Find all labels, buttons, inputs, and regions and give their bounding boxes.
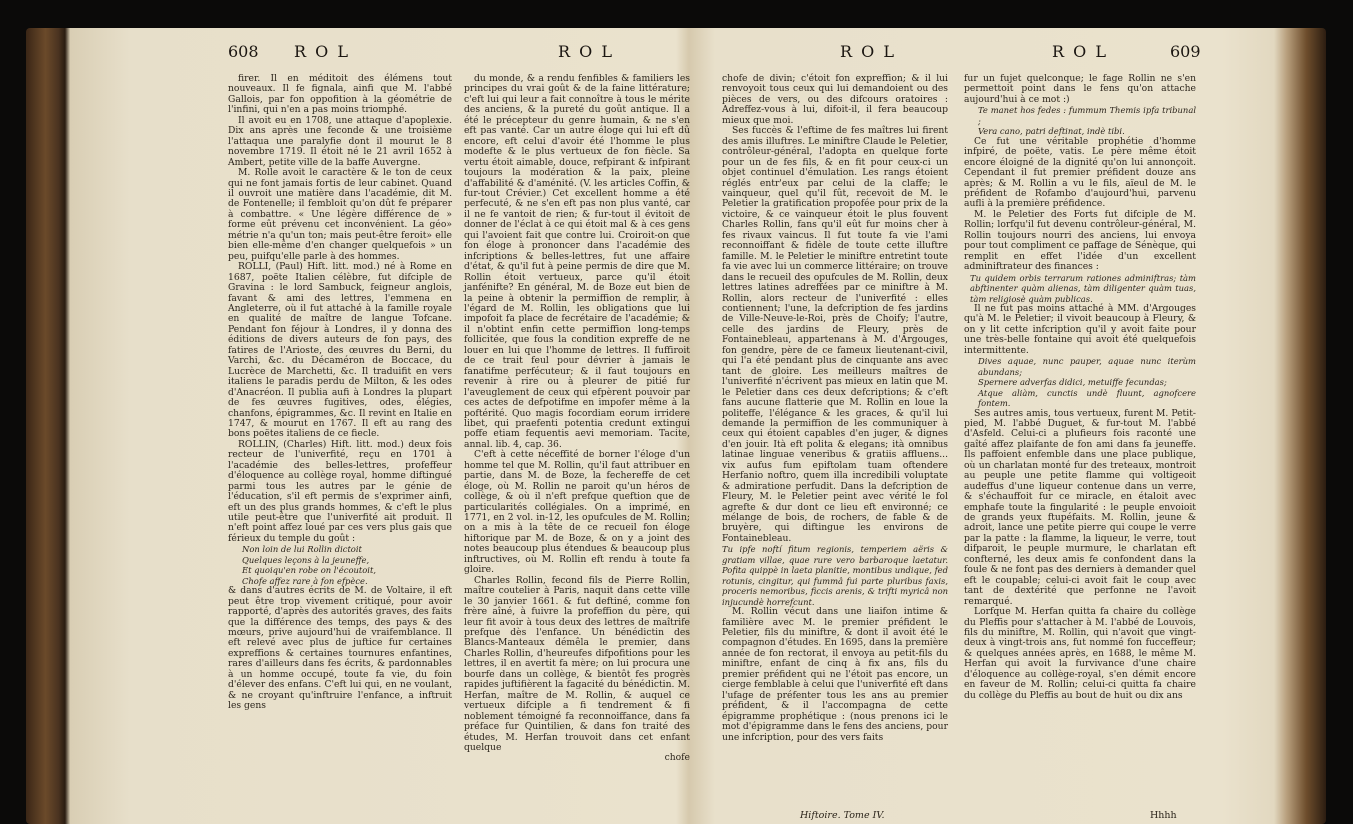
paragraph: & dans d'autres écrits de M. de Voltaire, il eft peut être trop vivement critiqué, pour avoir rapporté, d'après des autorités graves, des faits que la différence des temps, des pays & des mœurs, prive aujourd'hui de vraifemblance. Il eft relevé avec plus de juftice fur certaines expreffions & certaines tournures enfantines, rares d'ailleurs dans fes écrits, & pardonnables à un homme occupé, toute fa vie, du foin d'élever des enfans. C'eft lui qui, en ne voulant, & ne croyant qu'inftruire l'enfance, a inftruit les gens [228, 585, 452, 712]
verse-line: Te manet hos fedes : fummum Themis ipfa tribunal ; [978, 105, 1196, 126]
volume-footer: Hiftoire. Tome IV. [800, 810, 885, 821]
catchword: chofe [664, 752, 690, 764]
paragraph: Il avoit eu en 1708, une attaque d'apoplexie. Dix ans après une feconde & une troisième l'attaqua une paralyfie dont il mourut le 8 novembre 1719. Il étoit né le 21 avril 1652 à Ambert, petite ville de la baffe Auvergne. [228, 114, 452, 168]
right-running-head [722, 42, 1208, 62]
verse-line: Vera cano, patri deftinat, indè tibi. [978, 126, 1125, 137]
right-column-2 [964, 74, 1196, 701]
paragraph: C'eft à cette néceffité de borner l'éloge d'un homme tel que M. Rollin, qu'il faut attribuer en partie, dans M. de Boze, la fechereffe de cet éloge, où M. Rollin ne paroit qu'un héros de collège, & où il n'eft prefque queftion que de particularités collégiales. On a imprimé, en 1771, en 2 vol. in-12, les opufcules de M. Rollin; on a mis à la tête de ce recueil fon éloge hiftorique par M. de Boze, & on y a joint des notes beaucoup plus étendues & beaucoup plus inftructives, où M. Rollin eft rendu à toute fa gloire. [464, 449, 690, 576]
paragraph: ROLLIN, (Charles) Hift. litt. mod.) deux fois recteur de l'univerfité, reçu en 1701 à l'académie des belles-lettres, profeffeur d'éloquence au collège royal, homme diftingué parmi tous les autres par le génie de l'éducation, s'il eft permis de s'exprimer ainfi, eft un des plus grands hommes, & c'eft le plus utile peut-être que l'univerfité ait produit. Il n'eft point affez loué par ces vers plus gais que férieux du temple du goût : [228, 438, 452, 544]
paragraph: M. Rolle avoit le caractère & le ton de ceux qui ne font jamais fortis de leur cabinet. Quand il ouvroit une matière dans l'académie, dit M. de Fontenelle; il fembloit qu'on dût fe préparer à combattre. « Une légère différence de » forme eût prévenu cet inconvénient. La géo» métrie n'a qu'un ton; mais peut-être feroit» elle bien elle-même d'en changer quelquefois » un peu, puifqu'elle parle à des hommes. [228, 167, 452, 262]
paragraph: firer. Il en méditoit des élémens tout nouveaux. Il fe fignala, ainfi que M. l'abbé Gallois, par fon oppofition à la géométrie de l'infini, qui n'en a pas moins triomphé. [228, 73, 452, 116]
verse-line: Et quoiqu'en robe on l'écoutoit, [242, 565, 376, 576]
right-head-title-1: R O L [840, 42, 896, 61]
left-head-title-2: R O L [558, 42, 614, 61]
right-column-1 [722, 74, 948, 743]
left-page-number: 608 [228, 42, 259, 61]
right-page [722, 42, 1208, 822]
paragraph: Lorfque M. Herfan quitta fa chaire du collège du Pleffis pour s'attacher à M. l'abbé de Louvois, fils du miniftre, M. Rollin, qui n'avoit que vingt-deux à vingt-trois ans, fut nommé fon fucceffeur; & quelques années après, en 1688, le même M. Herfan qui avoit la furvivance d'une chaire d'éloquence au collège-royal, s'en démit encore en faveur de M. Rollin; celui-ci quitta fa chaire du collège du Pleffis au bout de huit ou dix ans [964, 606, 1196, 701]
right-page-number: 609 [1170, 42, 1201, 61]
left-page [228, 42, 700, 822]
verse-line: Non loin de lui Rollin dictoit [242, 544, 362, 555]
latin-quote: Tu ipfe noftí fitum regionis, temperiem aëris & gratiam villae, quae rure vero barbaroque laetatur. Pofita quippè in laeta planitie, montibus undique, fed rotunis, cingitur, qui fummâ fui parte pluribus faxis, proceris nemoribus, ficcis arenis, & trifti myricâ non injucundè horrefcunt. [722, 544, 948, 607]
paragraph: Charles Rollin, fecond fils de Pierre Rollin, maître coutelier à Paris, naquit dans cette ville le 30 janvier 1661. & fut deftiné, comme fon frère aîné, à fuivre la profeffion du père, qui leur fit avoir à tous deux des lettres de maîtrife prefque dès l'enfance. Un bénédictin des Blancs-Manteaux démêla le premier, dans Charles Rollin, d'heureufes difpofitions pour les lettres, il en avertit fa mère; on lui procura une bourfe dans un collège, & bientôt fes progrès rapides juftifièrent la fagacité du bénédictin. M. Herfan, maître de M. Rollin, & auquel ce vertueux difciple a fi tendrement & fi noblement témoigné fa reconnoiffance, dans fa préface fur Quintilien, & dans fon traité des études, M. Herfan trouvoit dans cet enfant quelque [464, 574, 690, 753]
paragraph: M. Rollin vécut dans une liaifon intime & familière avec M. le premier préfident le Peletier, fils du miniftre, & dont il avoit été le compagnon d'études. En 1695, dans la première année de fon rectorat, il envoya au petit-fils du miniftre, enfant de cinq à fix ans, fils du premier préfident qui ne l'étoit pas encore, un cierge femblable à celui que l'univerfité eft dans l'ufage de préfenter tous les ans au premier préfident, & il l'accompagna de cette épigramme prophétique : (nous prenons ici le mot d'épigramme dans le fens des anciens, pour une infcription, pour des vers faits [722, 606, 948, 743]
left-column-2 [464, 74, 690, 764]
verse-line: Dives aquae, nunc pauper, aquae nunc iterùm abundans; [978, 356, 1196, 377]
paragraph: fur un fujet quelconque; le fage Rollin ne s'en permettoit point dans le fens qu'on attache aujourd'hui à ce mot :) [964, 73, 1196, 105]
right-head-title-2: R O L [1052, 42, 1108, 61]
paragraph: M. le Peletier des Forts fut difciple de M. Rollin; lorfqu'il fut devenu contrôleur-général, M. Rollin toujours nourri des anciens, lui envoya pour tout compliment ce paffage de Sénèque, qui remplit en effet l'idée d'un excellent adminiftrateur des finances : [964, 208, 1196, 273]
paragraph: ROLLI, (Paul) Hift. litt. mod.) né à Rome en 1687, poëte Italien célèbre, fut difciple de Gravina : le lord Sambuck, feigneur anglois, favant & ami des lettres, l'emmena en Angleterre, où il fut attaché à la famille royale en qualité de maître de langue Tofcane. Pendant fon féjour à Londres, il y donna des éditions de divers auteurs de fon pays, des fatires de l'Arioste, des œuvres du Berni, du Varchi, &c. du Décaméron de Boccace, du Lucrèce de Marchetti, &c. Il traduifit en vers italiens le paradis perdu de Milton, & les odes d'Anacréon. Il publia aufi à Londres la plupart de fes œuvres fugitives, odes, élégies, chanfons, épigrammes, &c. Il revint en Italie en 1747, & mourut en 1767. Il eft au rang des bons poëtes italiens de ce fiecle. [228, 261, 452, 440]
left-running-head [228, 42, 700, 62]
verse-line: Chofe affez rare à fon efpèce. [242, 575, 368, 586]
paragraph: du monde, & a rendu fenfibles & familiers les principes du vrai goût & de la faine littérature; c'eft lui qui leur a fait connoître à tous le mérite des anciens, & la pureté du goût antique. Il a été le précepteur du genre humain, & ne s'en eft pas vanté. Car un autre éloge qui lui eft dû encore, eft celui d'avoir été l'homme le plus modefte & le plus vertueux de fon fiècle. Sa vertu étoit aimable, douce, refpirant & infpirant toujours la modération & la paix, pleine d'affabilité & d'aménité. (V. les articles Coffin, & fur-tout Crévier.) Cet excellent homme a été perfecuté, & ne s'en eft pas non plus vanté, car il ne fe vantoit de rien; & fur-tout il évitoit de donner de l'éclat à ce qui étoit mal & à ces gens qui l'avoient fait que contre lui. Croiroit-on que fon éloge à prononcer dans l'académie des infcriptions & belles-lettres, fut une affaire d'état, & qu'il fut à peine permis de dire que M. Rollin étoit vertueux, parce qu'il étoit janfénifte? En général, M. de Boze eut bien de la peine à obtenir la permiffion de remplir, à l'égard de M. Rollin, les obligations que lui impofoit fa place de fecrétaire de l'académie; & il n'obtint enfin cette permiffion long-temps follicitée, que fous la condition expreffe de ne louer en lui que l'homme de lettres. Il fuffiroit de ce trait feul pour dévrier à jamais le fanatifme perfécuteur; & il faut toujours en revenir à rire ou à pleurer de pitié fur l'aveuglement de ceux qui efpèrent pouvoir par ces actes de defpotifme en impofer même à la poftérité. Quo magis focordiam eorum irridere libet, qui praefenti potentia credunt extingui poffe etiam fequentis aevi memoriam. Tacite, annal. lib. 4, cap. 36. [464, 73, 690, 450]
verse-line: Spernere adverfas didici, metuiffe fecundas; [978, 377, 1167, 388]
paragraph: Ses autres amis, tous vertueux, furent M. Petit-pied, M. l'abbé Duguet, & fur-tout M. l'abbé d'Asfeld. Celui-ci a plufieurs fois raconté une gaîté affez plaifante de fon ami dans fa jeuneffe. Ils paffoient enfemble dans une place publique, où un charlatan monté fur des treteaux, montroit au peuple une petite flamme qui voltigeoit audeffus d'une liqueur contenue dans un verre, & s'échauffoit fur ce miracle, en étaloit avec emphafe toute la fingularité : le peuple envoioit de grands yeux ftupéfaits. M. Rollin, jeune & adroit, lance une petite pierre qui coupe le verre par la patte : la flamme, la liqueur, le verre, tout difparoit, le peuple murmure, le charlatan eft confterné, les deux amis fe confondent dans la foule & ne font pas des derniers à demander quel eft le coupable; celui-ci avoit fait le coup avec tant de dextérité que perfonne ne l'avoit remarqué. [964, 407, 1196, 607]
left-column-1 [228, 74, 452, 712]
paragraph: chofe de divin; c'étoit fon expreffion; & il lui renvoyoit tous ceux qui lui demandoient ou des pièces de vers, ou des difcours oratoires : Adreffez-vous à lui, difoit-il, il fera beaucoup mieux que moi. [722, 73, 948, 126]
paragraph: Ce fut une véritable prophétie d'homme infpiré, de poëte, vatis. Le père même étoit encore éloigné de la dignité qu'on lui annonçoit. Cependant il fut premier préfident douze ans après; & M. Rollin a vu le fils, aïeul de M. le préfident de Rofambo d'aujourd'hui, parvenu aufli à la première préfidence. [964, 135, 1196, 210]
verse-line: Atque aliàm, cunctis undè fluunt, agnofcere fontem. [978, 387, 1196, 409]
latin-quote: Tu quidem orbis terrarum rationes adminiftras; tàm abftinenter quàm alienas, tàm diligenter quàm tuas, tàm religiosè quàm publicas. [970, 272, 1196, 304]
left-head-title-1: R O L [294, 42, 350, 61]
paragraph: Il ne fut pas moins attaché à MM. d'Argouges qu'à M. le Peletier; il vivoit beaucoup à Fleury, & on y lit cette infcription qu'il y avoit faite pour une très-belle fontaine qui avoit été quelquefois intermittente. [964, 302, 1196, 356]
paragraph: Ses fuccès & l'eftime de fes maîtres lui firent des amis illuftres. Le miniftre Claude le Peletier, contrôleur-général, l'adopta en quelque forte pour un de fes fils, & en fit pour ceux-ci un objet continuel d'émulation. Les rangs étoient réglés entr'eux par celui de la claffe; le vainqueur, quel qu'il fût, recevoit de M. le Peletier la gratification propofée pour prix de la victoire, & ce vainqueur étoit le plus fouvent Charles Rollin, fans qu'il eût fur moins cher à fes rivaux vaincus. Il fut toute fa vie l'ami reconnoiffant & fidèle de toute cette illuftre famille. M. le Peletier le miniftre entretint toute fa vie avec lui un commerce littéraire; on trouve dans le recueil des opufcules de M. Rollin, deux lettres latines adreffées par ce miniftre à M. Rollin, alors recteur de l'univerfité : elles contiennent; l'une, la defcription de fes jardins de Ville-Neuve-le-Roi, près de Choify; l'autre, celle des jardins de Fleury, près de Fontainebleau, appartenans à M. d'Argouges, fon gendre, père de ce fameux lieutenant-civil, qui l'a été pendant plus de cinquante ans avec tant de gloire. Les meilleurs maîtres de l'univerfité n'écrivent pas mieux en latin que M. le Peletier dans ces deux defcriptions; & c'eft fans aucune flatterie que M. Rollin en loue la politeffe, l'élégance & les graces, & qu'il lui demande la permiffion de les communiquer à ceux qui étoient capables d'en juger, & dignes d'en jouir. Ità eft polita & elegans; ità omnibus latinae linguae veneribus & gratiis affluens... vix aufus fum epiftolam tuam oftendere Herfanio noftro, quem illa incredibili voluptate & admiratione perfudit. Dans la defcription de Fleury, M. le Peletier peint avec vérité le fol agrefte & dur dont ce lieu eft environné; ce mélange de bois, de rochers, de fable & de bruyère, qui diftingue les environs de Fontainebleau. [722, 125, 948, 544]
signature-mark: Hhhh [1150, 810, 1177, 821]
verse-line: Quelques leçons à la jeuneffe, [242, 554, 370, 565]
